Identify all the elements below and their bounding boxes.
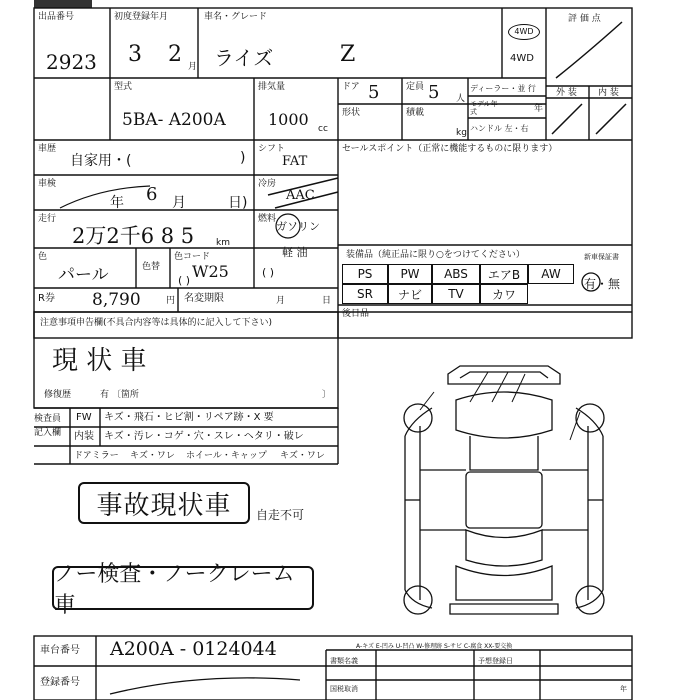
insp-row1: キズ・飛石・ヒビ割・リペア跡・X 要 — [104, 412, 274, 423]
model-name: ライズ — [214, 46, 274, 70]
color-value: パール — [58, 265, 109, 285]
ac-value: AAC — [286, 188, 315, 203]
month-char: 月 — [172, 195, 186, 211]
recycle-value: 8,790 — [92, 290, 141, 310]
first-reg-month: 2 — [168, 42, 182, 67]
bottom-label-1: 書類名義 — [330, 657, 358, 665]
load-label: 積載 — [406, 108, 425, 118]
interior-label: 内 装 — [598, 88, 619, 98]
persons-unit: 人 — [456, 94, 466, 104]
first-reg-year: 3 — [128, 42, 142, 67]
car-diagram — [404, 366, 604, 614]
score-label: 評 価 点 — [568, 14, 601, 24]
insp-row2: キズ・汚レ・コゲ・穴・スレ・ヘタリ・破レ — [104, 431, 304, 442]
shift-value: FAT — [282, 154, 308, 169]
inspection-month: 6 — [146, 184, 158, 205]
fuel-label: 燃料 — [258, 214, 277, 224]
usage-close: ) — [240, 150, 246, 166]
usage-value: 自家用・( — [70, 153, 132, 169]
drive-label: 4WD — [510, 53, 534, 64]
shape-label: 形状 — [342, 108, 361, 118]
doors-value: 5 — [368, 82, 380, 103]
mileage-label: 走行 — [38, 214, 57, 224]
equipment-label: 装備品（純正品に限り○をつけてください） — [346, 250, 525, 260]
sales-point-label: セールスポイント（正常に機能するものに限ります） — [342, 144, 558, 154]
chassis-code: 5BA- A200A — [122, 110, 226, 130]
insp-row2-head: 内装 — [74, 431, 94, 442]
displacement-label: 排気量 — [258, 82, 286, 92]
drive-icon: 4WD — [508, 24, 540, 40]
insp-row3-mirror: ドアミラー — [74, 451, 119, 461]
month-char2: 月 — [276, 296, 286, 306]
insp-row3-scratch2: キズ・ワレ — [280, 451, 325, 461]
insp-row3-scratch1: キズ・ワレ — [130, 451, 175, 461]
cc-unit: cc — [318, 124, 328, 134]
after-market-label: 後日品 — [342, 309, 370, 319]
shift-label: シフト — [258, 144, 286, 154]
color-change-label: 色替 — [142, 262, 161, 272]
frame-no-label: 車台番号 — [40, 645, 80, 656]
equip-airbag: エアB — [480, 264, 528, 284]
ac-label: 冷房 — [258, 179, 277, 189]
capacity-label: 定員 — [406, 82, 425, 92]
grade-value: Z — [340, 42, 356, 67]
equip-sr: SR — [342, 284, 388, 304]
usage-label: 車歴 — [38, 144, 57, 154]
repair-close: 〕 — [322, 390, 332, 400]
displacement-value: 1000 — [268, 110, 309, 129]
insp-row3-wheel: ホイール・キャップ — [186, 451, 267, 461]
model-year-label: モデル年式 — [470, 100, 498, 116]
bottom-label-4: 年 — [620, 685, 627, 693]
handle-label: ハンドル 左・右 — [470, 124, 529, 133]
insp-row1-head: FW — [76, 412, 92, 423]
bottom-label-2: 国税取消 — [330, 685, 358, 693]
equip-abs: ABS — [432, 264, 480, 284]
equip-navi: ナビ — [388, 284, 432, 304]
equip-tv: TV — [432, 284, 480, 304]
new-car-warranty-label: 新車保証書 — [584, 253, 619, 261]
fuel-diesel: 軽 油 — [282, 246, 308, 259]
frame-no-value: A200A - 0124044 — [110, 638, 277, 660]
warranty-value: 有・無 — [584, 277, 621, 291]
fuel-paren: ( ) — [262, 266, 275, 279]
no-claim-stamp: ノー検査・ノークレーム車 — [52, 566, 314, 610]
repair-value: 有 〔箇所 — [100, 390, 139, 400]
doors-label: ドア — [342, 82, 360, 92]
color-paren: ( ) — [178, 274, 191, 287]
year-unit: 年 — [534, 104, 544, 114]
mileage-value: 2万2千6 8 5 — [72, 224, 195, 248]
chassis-label: 型式 — [114, 82, 133, 92]
notes-value: 現 状 車 — [52, 346, 147, 376]
exterior-label: 外 装 — [556, 88, 577, 98]
lot-no-label: 出品番号 — [38, 12, 75, 22]
recycle-label: R券 — [38, 293, 55, 304]
year-char: 年 — [110, 195, 124, 211]
inspection-label: 車検 — [38, 179, 57, 189]
color-code-label: 色コード — [174, 252, 211, 262]
color-label: 色 — [38, 252, 48, 262]
reg-no-label: 登録番号 — [40, 677, 80, 688]
model-label: 車名・グレード — [204, 12, 268, 22]
equip-aw: AW — [528, 264, 574, 284]
equip-ps: PS — [342, 264, 388, 284]
km-unit: km — [216, 238, 230, 248]
equip-pw: PW — [388, 264, 432, 284]
first-reg-label: 初度登録年月 — [114, 12, 169, 22]
notes-label: 注意事項申告欄(不具合内容等は具体的に記入して下さい) — [40, 318, 273, 328]
dealer-label: ディーラー・並 行 — [470, 84, 536, 93]
repair-label: 修復歴 — [44, 390, 72, 400]
yen-unit: 円 — [166, 296, 176, 306]
fuel-gasoline: ガソリン — [276, 220, 320, 233]
lot-no-value: 2923 — [46, 50, 97, 74]
inspector-label: 検査員 記入欄 — [34, 414, 62, 438]
color-code: W25 — [192, 262, 229, 281]
kg-unit: kg — [456, 128, 467, 138]
capacity-value: 5 — [428, 82, 440, 103]
accident-stamp: 事故現状車 — [78, 482, 250, 524]
day-char2: 日 — [322, 296, 332, 306]
bottom-label-3: 予想登録日 — [478, 657, 513, 665]
self-drive-note: 自走不可 — [256, 508, 305, 522]
day-char: 日) — [228, 195, 248, 211]
month-unit: 月 — [188, 62, 198, 72]
legend-text: A-キズ E-凹み U-凹凸 W-修理跡 S-サビ C-腐食 XX-要交換 — [356, 643, 513, 650]
equip-leather: カワ — [480, 284, 528, 304]
name-change-label: 名変期限 — [184, 293, 224, 304]
